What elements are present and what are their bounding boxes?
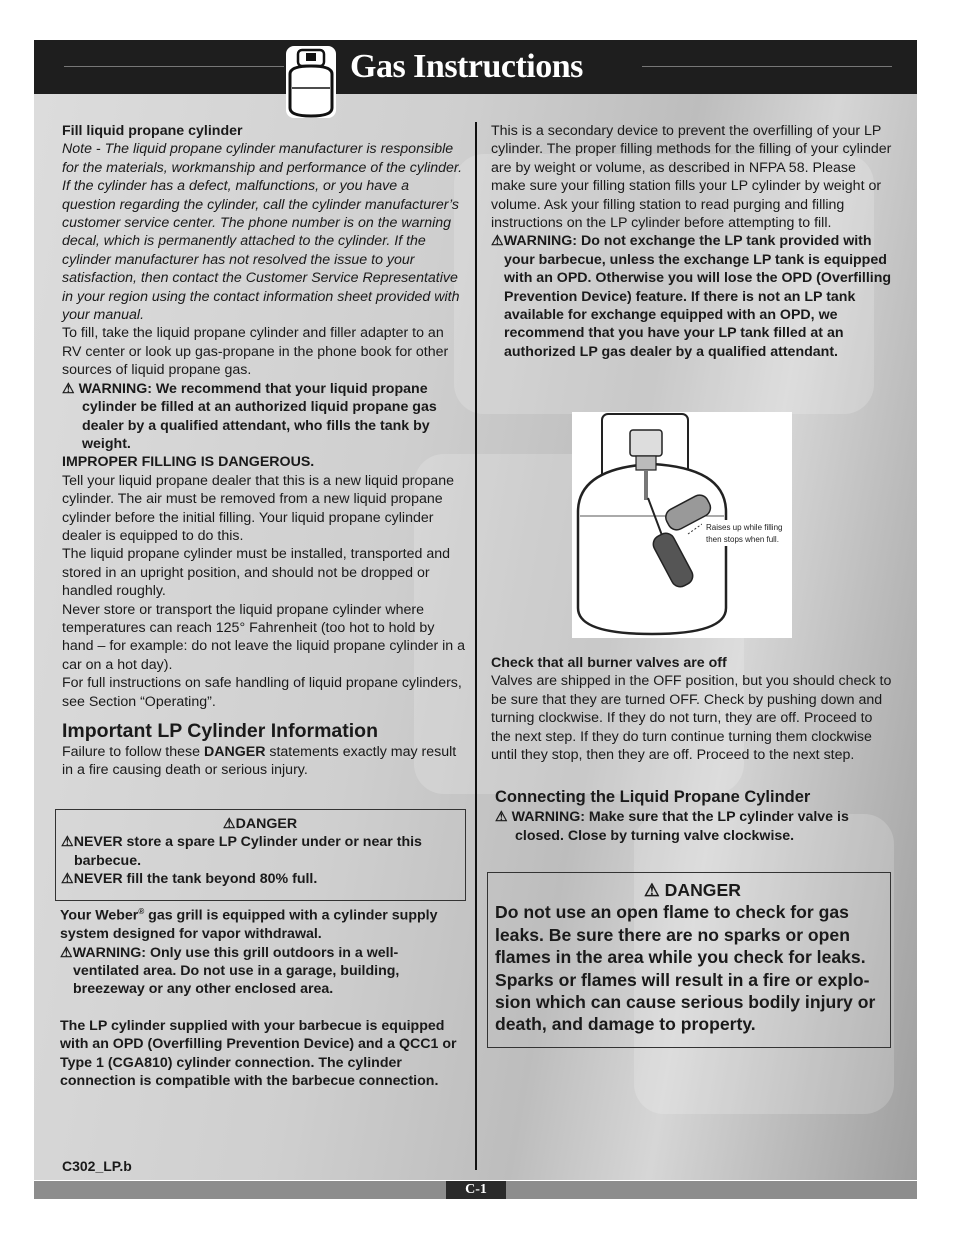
weber-pre: Your Weber [60,907,139,924]
propane-tank-diagram [572,412,792,638]
registered-mark: ® [138,907,145,916]
left-column-lower [60,903,460,1090]
secondary-device-text: This is a secondary device to prevent the overfilling of your LP cylinder. The proper filling methods for the filling of your cylinder are by weight or volume, as described in NFPA 58. Please make sure your filling station fills your LP cylinder by weight or volume. Ask your filling station to read purging and filling instructions on the LP cylinder before attempting to fill. [491,123,892,232]
left-column [62,122,466,780]
figure-caption-line2: then stops when full. [706,535,779,544]
full-instructions-text: For full instructions on safe handling of liquid propane cylinders, see Section “Operating”. [62,675,462,710]
warning-valve-closed: ⚠ WARNING: Make sure that the LP cylinder valve is closed. Close by turning valve clockwise. [495,809,849,844]
never-store-text: Never store or transport the liquid propane cylinder where temperatures can reach 125° Fahrenheit (too hot to hold by hand – for example: do not leave the liquid propane cylinder in a car on a hot day). [62,601,466,673]
fill-heading: Fill liquid propane cylinder [62,123,243,139]
connecting-heading: Connecting the Liquid Propane Cylinder [495,788,811,807]
weber-text [60,903,460,944]
upright-text: The liquid propane cylinder must be installed, transported and stored in an upright position, and should not be dropped or handled roughly. [62,546,451,600]
warning-outdoors: ⚠WARNING: Only use this grill outdoors in a well-ventilated area. Do not use in a garage, building, breezeway or any other enclosed area. [60,944,400,998]
danger-box-right [487,872,891,1048]
check-valves-heading: Check that all burner valves are off [491,655,727,671]
warning-fill-dealer: ⚠ WARNING: We recommend that your liquid propane cylinder be filled at an authorized liquid propane gas dealer by a qualified attendant, who fills the tank by weight. [62,380,437,452]
important-heading: Important LP Cylinder Information [62,720,378,742]
danger-title-left: ⚠DANGER [222,816,298,832]
failure-bold: DANGER [203,744,266,760]
danger-title-right: ⚠ DANGER [644,880,741,900]
improper-filling: IMPROPER FILLING IS DANGEROUS. [62,454,315,471]
weber-post: gas grill is equipped with a cylinder supply system designed for vapor withdrawal. [60,907,438,943]
right-column-lower [491,654,893,845]
page-number: C-1 [446,1181,506,1199]
danger-box-left [55,809,466,901]
header-rule-left [64,66,284,67]
danger-item-80: ⚠NEVER fill the tank beyond 80% full. [61,871,318,888]
warning-exchange: ⚠WARNING: Do not exchange the LP tank provided with your barbecue, unless the exchange LP tank is equipped with an OPD. Otherwise you will lose the OPD (Overfilling Prevention Device) feature. If there is not an LP tank available for exchange equipped with an OPD, we recommend that you have your LP tank filled at an authorized LP gas dealer by a qualified attendant. [491,233,892,360]
figure-caption-line1: Raises up while filling [706,523,783,532]
failure-pre: Failure to follow these [62,744,204,760]
page-title: Gas Instructions [350,48,583,85]
failure-post: statements exactly may result in a fire causing death or serious injury. [62,744,457,779]
right-column [491,122,893,361]
header-rule-right [642,66,892,67]
lp-supplied-text: The LP cylinder supplied with your barbecue is equipped with an OPD (Overfilling Prevention Device) and a QCC1 or Type 1 (CGA810) cylinder connection. The cylinder connection is compatible with the barbecue connection. [60,1017,457,1089]
to-fill-text: To fill, take the liquid propane cylinder and filler adapter to an RV center or look up gas-propane in the phone book for other sources of liquid propane gas. [62,325,449,379]
manufacturer-note: Note - The liquid propane cylinder manufacturer is responsible for the materials, workmanship and performance of the cylinder. If the cylinder has a defect, malfunctions, or you have a question regarding the cylinder, call the cylinder manufacturer’s customer service center. The phone number is on the warning decal, which is permanently attached to the cylinder. If the cylinder manufacturer has not resolved the issue to your satisfaction, then contact the Customer Service Representative in your region using the contact information sheet provided with your manual. [62,141,463,324]
danger-open-flame: Do not use an open flame to check for gas leaks. Be sure there are no sparks or open flames in the area while you check for leaks. Sparks or flames will result in a fire or explo-sion which can cause serious bodily injury or death, and damage to property. [495,902,876,1035]
propane-tank-icon [280,44,342,120]
column-divider [475,122,477,1170]
danger-item-spare: ⚠NEVER store a spare LP Cylinder under or near this barbecue. [61,834,422,869]
failure-text [62,743,466,780]
document-code: C302_LP.b [62,1158,132,1174]
tell-dealer-text: Tell your liquid propane dealer that this is a new liquid propane cylinder. The air must be removed from a new liquid propane cylinder before the initial filling. Your liquid propane cylinder dealer is equipped to do this. [62,472,454,544]
check-valves-text: Valves are shipped in the OFF position, but you should check to be sure that they are turned OFF. Check by pushing down and turning clockwise. If they do not turn, they are off. Proceed to the next step. If they do turn continue turning them clockwise until they stop, then they are off. Proceed to the next step. [491,673,892,764]
